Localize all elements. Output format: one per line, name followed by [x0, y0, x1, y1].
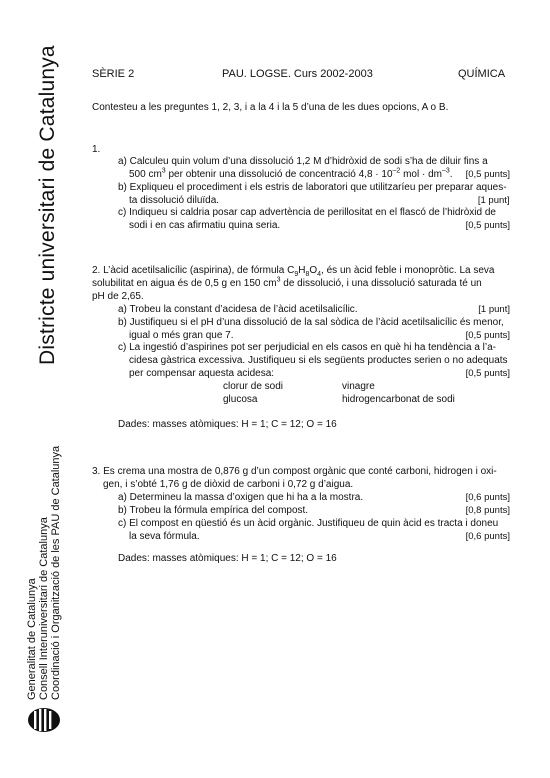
generalitat-logo-icon: [26, 706, 62, 734]
q2-b-points: [0,5 punts]: [465, 330, 510, 341]
product-item: glucosa: [223, 394, 258, 405]
product-item: hidrogencarbonat de sodi: [342, 394, 455, 405]
q2-a-points: [1 punt]: [478, 304, 510, 315]
q2-c: c) La ingestió d’aspirines pot ser perjudicial en els casos en què hi ha tendència a l’a- cidesa gàstrica excessiva. Justifiqueu si els següents productes serien o no adequats per compensar aquesta acidesa: [0,5 punts]: [118, 342, 510, 379]
district-label: Districte universitari de Catalunya: [36, 45, 59, 365]
logo-line-consell: Consell Interuniversitari de Catalunya: [38, 517, 50, 700]
header-pau: PAU. LOGSE. Curs 2002-2003: [222, 68, 373, 80]
q1-b-points: [1 punt]: [477, 195, 510, 206]
logo-line-generalitat: Generalitat de Catalunya: [26, 578, 38, 700]
product-item: vinagre: [342, 381, 375, 392]
q1-c: c) Indiqueu si caldria posar cap advertència de perillositat en el flascó de l’hidròxid de sodi i en cas afirmatiu quina seria. [0,5 punts]: [118, 207, 510, 231]
q1-a: a) Calculeu quin volum d’una dissolució 1,2 M d’hidròxid de sodi s’ha de diluir fins a 500 $cm^3$ per obtenir una dissolució de concentració $4,8 \cdot 10^{-2}$ mol · $dm^{-3}$. [0,5 punts]: [118, 156, 510, 180]
q3-dades: Dades: masses atòmiques: H = 1; C = 12; O = 16: [118, 553, 337, 564]
q2-dades: Dades: masses atòmiques: H = 1; C = 12; O = 16: [118, 419, 337, 430]
q3-a: a) Determineu la massa d’oxigen que hi ha a la mostra. [0,6 punts]: [118, 492, 510, 503]
product-item: clorur de sodi: [223, 381, 284, 392]
header-serie: SÈRIE 2: [92, 68, 135, 80]
q1-a-points: [0,5 punts]: [465, 169, 510, 180]
logo-line-coordinacio: Coordinació i Organització de les PAU de Catalunya: [50, 445, 62, 700]
q2-statement: 2. L’àcid acetilsalicílic (aspirina), de fórmula $C_9H_8O_4$, és un àcid feble i monopròtic. La seva solubilitat en aigua és de 0,5 g en 150 $cm^3$ de dissolució, i una dissolució saturada té un pH de 2,65.: [92, 265, 495, 302]
header-subject: QUÍMICA: [458, 68, 506, 80]
q3-c-points: [0,6 punts]: [465, 531, 510, 542]
q2-a: a) Trobeu la constant d’acidesa de l’àcid acetilsalicílic. [1 punt]: [118, 304, 510, 315]
q1-c-points: [0,5 punts]: [465, 220, 510, 231]
q2-b: b) Justifiqueu si el pH d’una dissolució de la sal sòdica de l’àcid acetilsalicílic és menor, igual o més gran que 7. [0,5 punts]: [118, 317, 510, 341]
q1-number: 1.: [92, 144, 101, 155]
q3-b: b) Trobeu la fórmula empírica del compost. [0,8 punts]: [118, 505, 510, 516]
q2-c-points: [0,5 punts]: [465, 368, 510, 379]
q3-b-points: [0,8 punts]: [465, 505, 510, 516]
q1-b: b) Expliqueu el procediment i els estris de laboratori que utilitzaríeu per preparar aques- ta dissolució diluïda. [1 punt]: [118, 182, 510, 206]
q3-a-points: [0,6 punts]: [465, 492, 510, 503]
q3-statement: 3. Es crema una mostra de 0,876 g d’un compost orgànic que conté carboni, hidrogen i oxi- gen, i s’obté 1,76 g de diòxid de carboni i 0,72 g d’aigua.: [92, 466, 497, 490]
intro-text: Contesteu a les preguntes 1, 2, 3, i a la 4 i la 5 d’una de les dues opcions, A o B.: [92, 102, 449, 113]
q3-c: c) El compost en qüestió és un àcid orgànic. Justifiqueu de quin àcid es tracta i doneu la seva fórmula. [0,6 punts]: [118, 518, 510, 542]
